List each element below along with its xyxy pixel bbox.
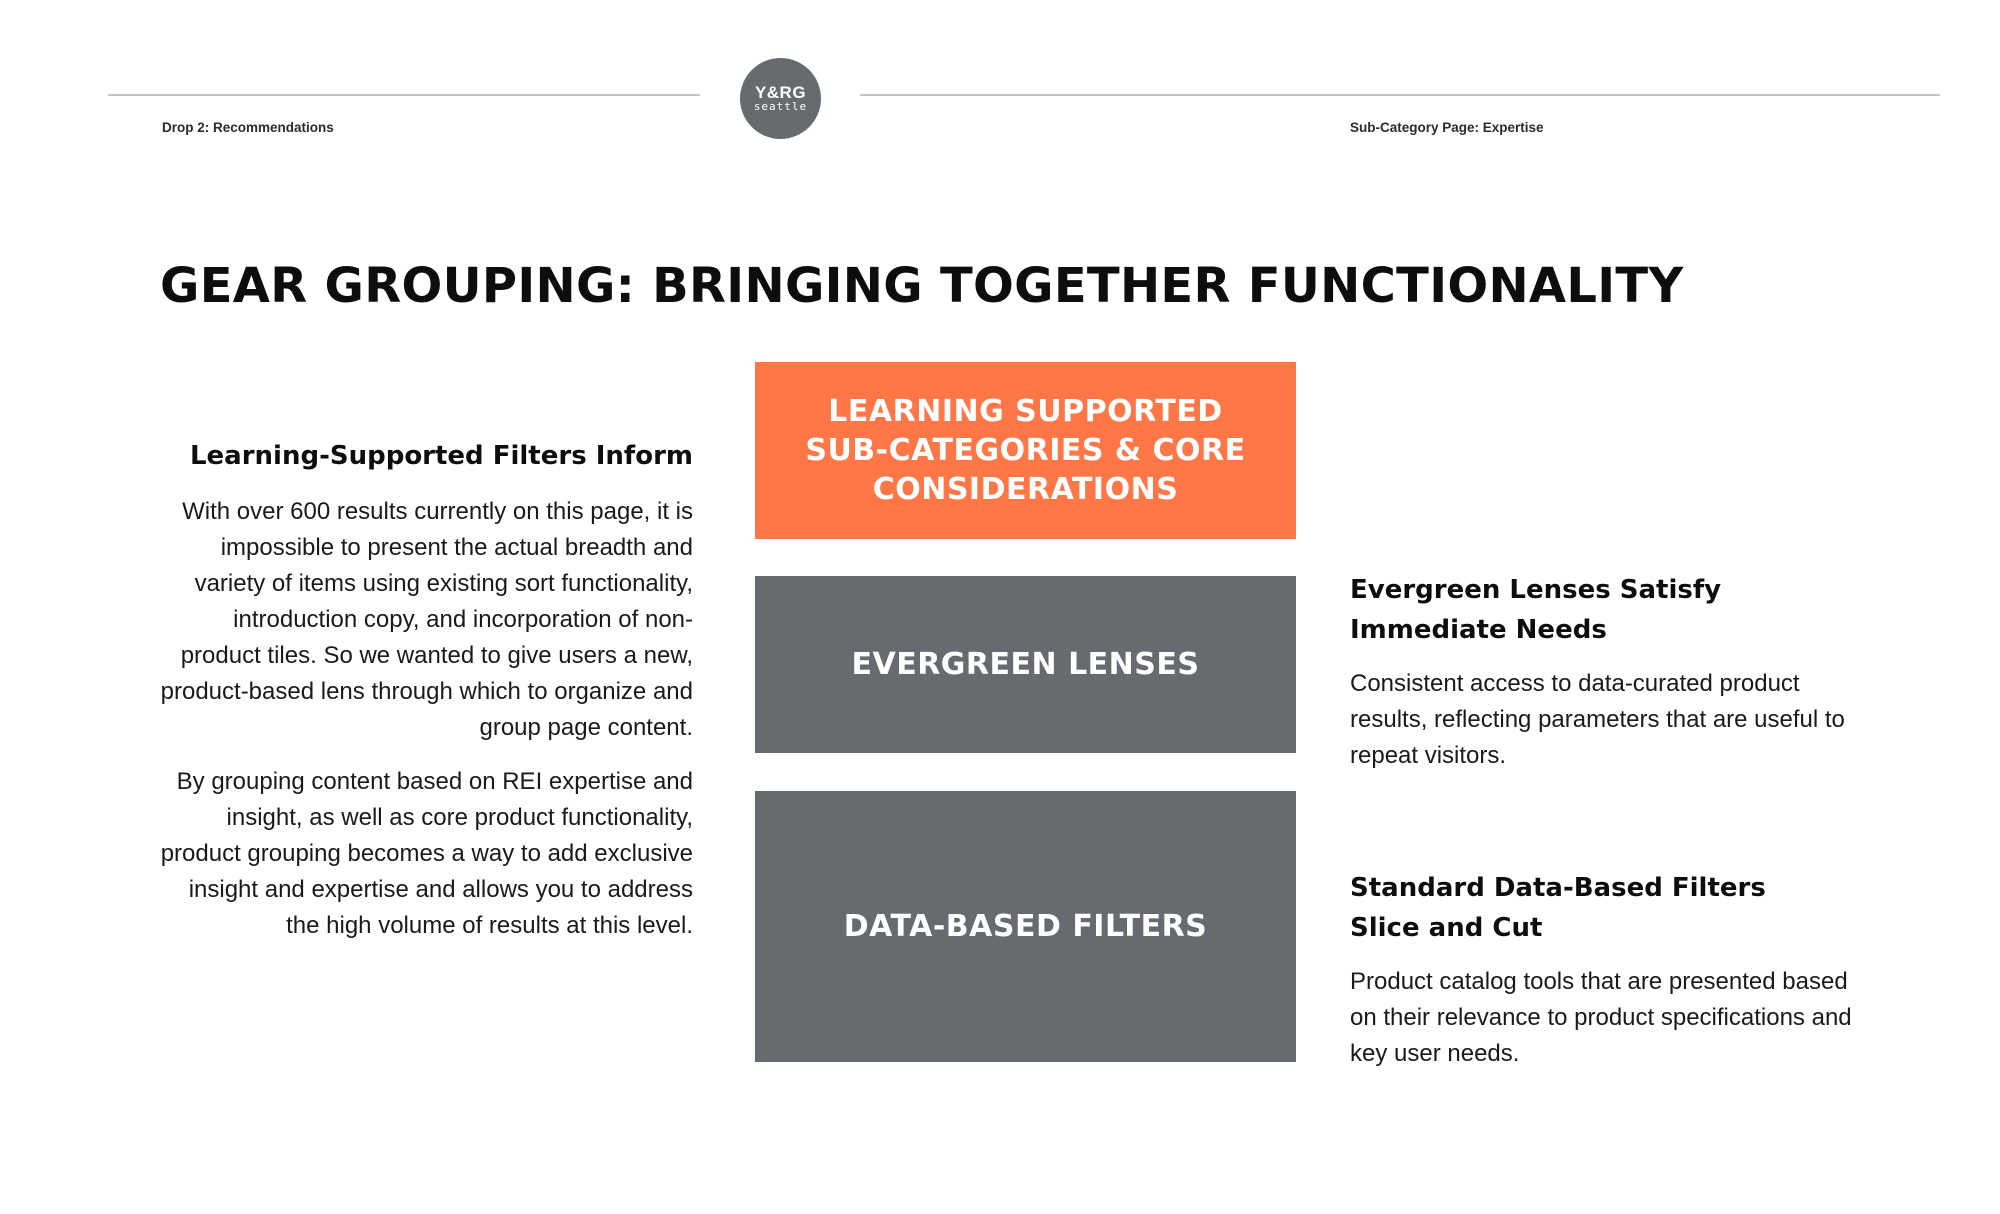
page-title: GEAR GROUPING: BRINGING TOGETHER FUNCTIONALITY xyxy=(160,258,1684,314)
header-rule-right xyxy=(860,94,1940,96)
header-drop-label: Drop 2: Recommendations xyxy=(162,120,334,135)
evergreen-lenses-heading xyxy=(1350,570,1870,650)
learning-filters-paragraph-1: With over 600 results currently on this page, it is impossible to present the actual breadth and variety of items using existing sort functionality, introduction copy, and incorporation of non-product tiles. So we wanted to give users a new, product-based lens through which to organize and group page content. xyxy=(160,498,693,741)
learning-filters-paragraph-2: By grouping content based on REI expertise and insight, as well as core product functionality, product grouping becomes a way to add exclusive insight and expertise and allows you to address the high volume of results at this level. xyxy=(160,768,693,939)
data-filters-description xyxy=(1350,868,1870,1072)
learning-box-line-3: CONSIDERATIONS xyxy=(872,472,1179,507)
data-heading-line-1: Standard Data-Based Filters xyxy=(1350,873,1766,903)
evergreen-lenses-description xyxy=(1350,570,1870,774)
learning-box-line-1: LEARNING SUPPORTED xyxy=(828,394,1223,429)
evergreen-lenses-box xyxy=(755,576,1296,753)
learning-supported-box xyxy=(755,362,1296,539)
data-filters-body: Product catalog tools that are presented based on their relevance to product specifications and key user needs. xyxy=(1350,968,1852,1067)
learning-filters-description xyxy=(160,436,693,944)
data-based-filters-box xyxy=(755,791,1296,1062)
evergreen-heading-line-2: Immediate Needs xyxy=(1350,615,1607,645)
evergreen-heading-line-1: Evergreen Lenses Satisfy xyxy=(1350,575,1722,605)
header-rule-left xyxy=(108,94,700,96)
data-filters-heading xyxy=(1350,868,1870,948)
data-box-label: DATA-BASED FILTERS xyxy=(843,909,1208,944)
evergreen-lenses-body: Consistent access to data-curated product results, reflecting parameters that are useful to repeat visitors. xyxy=(1350,670,1845,769)
header-page-label: Sub-Category Page: Expertise xyxy=(1350,120,1544,135)
data-heading-line-2: Slice and Cut xyxy=(1350,913,1543,943)
evergreen-box-label: EVERGREEN LENSES xyxy=(851,647,1200,682)
learning-filters-heading: Learning-Supported Filters Inform xyxy=(189,441,693,471)
logo-wordmark: Y&RG xyxy=(754,83,807,102)
logo-location: seattle xyxy=(753,100,808,113)
learning-box-line-2: SUB-CATEGORIES & CORE xyxy=(805,433,1246,468)
yrg-seattle-logo xyxy=(740,58,821,139)
